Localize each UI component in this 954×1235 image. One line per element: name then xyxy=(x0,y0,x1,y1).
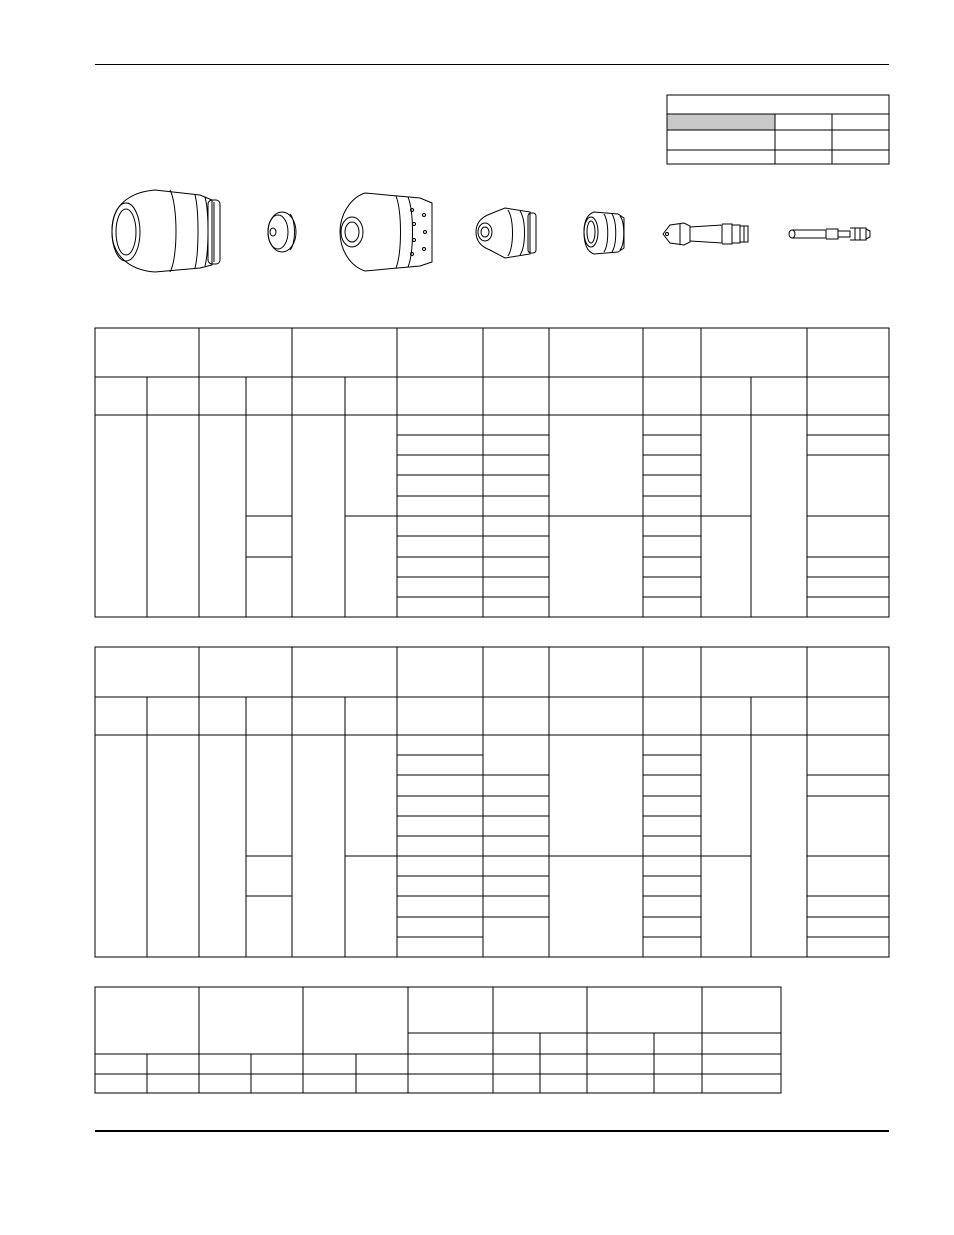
shield-icon xyxy=(112,190,220,272)
retaining-cap-icon xyxy=(340,193,432,271)
electrode-icon xyxy=(663,223,748,245)
swirl-ring-icon xyxy=(584,212,624,254)
water-tube-icon xyxy=(789,228,870,240)
nozzle-icon xyxy=(476,208,536,258)
shield-cap-icon xyxy=(268,212,296,252)
